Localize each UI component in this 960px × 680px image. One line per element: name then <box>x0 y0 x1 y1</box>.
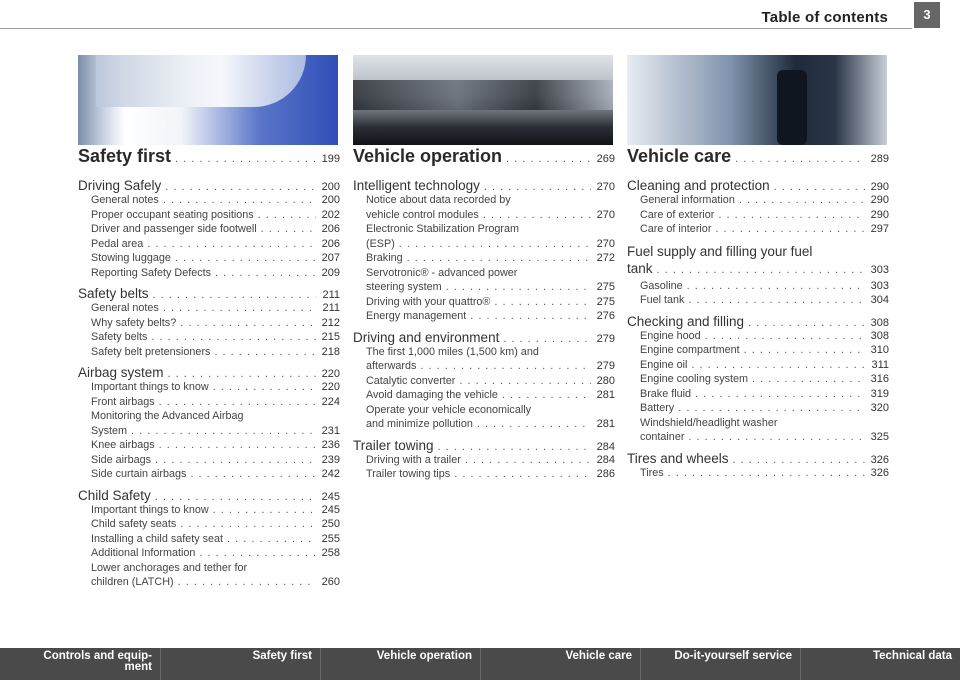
page-number: 255 <box>321 532 340 545</box>
entry-title-cont: container <box>640 431 685 443</box>
vehicle-care-photo <box>627 55 887 145</box>
dot-leader <box>214 345 316 360</box>
dot-leader <box>180 517 316 532</box>
tab-do-it-yourself-service[interactable] <box>641 648 801 680</box>
entry-title: Installing a child safety seat <box>91 532 224 545</box>
page-number: 326 <box>870 453 889 466</box>
toc-entry[interactable] <box>78 517 340 532</box>
toc-entry[interactable] <box>353 467 615 482</box>
page-number: 281 <box>596 389 615 401</box>
entry-title: Pedal area <box>91 237 144 250</box>
page-header <box>0 0 960 30</box>
entry-title-cont: children (LATCH) <box>91 576 174 588</box>
section-heading[interactable] <box>627 314 889 329</box>
entry-title: The first 1,000 miles (1,500 km) and <box>366 345 539 358</box>
page-number: 199 <box>321 153 340 165</box>
tab-label: Technical data <box>872 650 952 662</box>
dot-leader <box>503 333 591 345</box>
section-title: Airbag system <box>78 365 164 380</box>
chapter-title: Safety first <box>78 146 172 166</box>
entry-title-line2 <box>366 208 615 223</box>
section-title: Cleaning and protection <box>627 178 770 193</box>
entry-title: Battery <box>640 402 675 414</box>
entry-title: Lower anchorages and tether for <box>91 561 248 574</box>
tab-safety-first[interactable] <box>161 648 321 680</box>
tab-label: Safety first <box>252 650 312 662</box>
page-number: 319 <box>870 387 889 400</box>
page-number: 239 <box>321 453 340 466</box>
toc-entry[interactable] <box>353 453 615 468</box>
page-number: 272 <box>596 252 615 264</box>
dot-leader <box>459 374 591 389</box>
section-heading[interactable] <box>627 243 889 279</box>
toc-entry[interactable] <box>78 316 340 331</box>
section-title: Fuel supply and filling your fuel <box>627 243 813 259</box>
tab-label-line2: ment <box>124 661 152 673</box>
dot-leader <box>131 424 316 439</box>
dot-leader <box>165 181 316 193</box>
dot-leader <box>213 503 316 518</box>
page-number: 206 <box>321 223 340 235</box>
dot-leader <box>258 208 316 223</box>
section-heading[interactable] <box>78 286 340 301</box>
page-number: 275 <box>596 281 615 293</box>
entry-title-line2 <box>366 280 615 295</box>
toc-entry[interactable] <box>627 358 889 373</box>
entry-title: Fuel tank <box>640 294 685 306</box>
page-number: 207 <box>321 252 340 264</box>
airbag-shape <box>96 55 306 107</box>
toc-entry[interactable] <box>353 222 615 251</box>
page-number: 212 <box>321 316 340 329</box>
dot-leader <box>733 454 865 466</box>
entry-title: Care of exterior <box>640 208 715 221</box>
toc-entry[interactable] <box>353 309 615 324</box>
dot-leader <box>688 430 865 445</box>
page-number: 326 <box>870 466 889 479</box>
page-number: 304 <box>870 294 889 306</box>
toc-entry[interactable] <box>627 372 889 387</box>
toc-entry[interactable] <box>353 251 615 266</box>
entry-title: Windshield/headlight washer <box>640 416 778 429</box>
entry-title: Why safety belts? <box>91 316 177 329</box>
tab-technical-data[interactable] <box>801 648 960 680</box>
toc-entry[interactable] <box>627 401 889 416</box>
page-number: 303 <box>870 263 889 276</box>
entry-title: Electronic Stabilization Program <box>366 223 520 235</box>
entry-title-cont: System <box>91 424 127 437</box>
page-number: 200 <box>321 181 340 193</box>
dot-leader <box>774 181 865 193</box>
tab-label: Vehicle operation <box>376 650 472 662</box>
chapter-tab-bar <box>0 648 960 680</box>
section-heading[interactable] <box>627 178 889 193</box>
entry-title: Catalytic converter <box>366 374 456 387</box>
page-number: 220 <box>321 381 340 393</box>
toc-entry[interactable] <box>353 374 615 389</box>
toc-entry[interactable] <box>78 409 340 438</box>
entry-title: Tires <box>640 466 664 479</box>
toc-entry[interactable] <box>627 208 889 223</box>
page-number: 308 <box>870 329 889 342</box>
entry-title: Driver and passenger side footwell <box>91 223 257 235</box>
section-heading[interactable] <box>353 330 615 345</box>
toc-entry[interactable] <box>78 453 340 468</box>
dot-leader <box>163 193 316 208</box>
toc-entry[interactable] <box>627 329 889 344</box>
toc-entry[interactable] <box>353 295 615 310</box>
entry-title: Engine compartment <box>640 344 740 356</box>
dot-leader <box>199 546 316 561</box>
section-title: Safety belts <box>78 286 149 301</box>
toc-entry[interactable] <box>78 266 340 281</box>
dot-leader <box>483 208 591 223</box>
toc-entry[interactable] <box>78 532 340 547</box>
entry-title: Important things to know <box>91 381 209 393</box>
dot-leader <box>465 453 591 468</box>
section-heading[interactable] <box>353 178 615 193</box>
section-title: Intelligent technology <box>353 178 480 193</box>
dot-leader <box>735 153 865 165</box>
page-number: 250 <box>321 518 340 530</box>
section-title-cont: tank <box>627 260 653 276</box>
entry-title: Additional Information <box>91 547 196 559</box>
toc-entry[interactable] <box>78 438 340 453</box>
entry-title: Care of interior <box>640 223 712 235</box>
dot-leader <box>407 251 591 266</box>
toc-entry[interactable] <box>78 395 340 410</box>
section-heading[interactable] <box>78 488 340 503</box>
toc-entry[interactable] <box>78 330 340 345</box>
section-title: Child Safety <box>78 487 151 503</box>
page-number: 270 <box>596 208 615 221</box>
chapter-title: Vehicle care <box>627 146 732 166</box>
entry-title-cont: steering system <box>366 281 442 293</box>
dot-leader <box>688 293 865 308</box>
page-number: 258 <box>321 547 340 559</box>
dot-leader <box>227 532 316 547</box>
entry-title: Safety belt pretensioners <box>91 345 211 358</box>
dot-leader <box>175 153 316 165</box>
entry-title: General information <box>640 194 735 206</box>
entry-title-cont: and minimize pollution <box>366 418 473 430</box>
dot-leader <box>691 358 865 373</box>
tab-label: Vehicle care <box>565 650 632 662</box>
page-number: 286 <box>596 468 615 480</box>
page-number: 279 <box>596 360 615 372</box>
page-number: 231 <box>321 424 340 437</box>
dot-leader <box>420 359 591 374</box>
dot-leader <box>484 181 591 193</box>
entry-title: Energy management <box>366 310 467 322</box>
page-number: 281 <box>596 418 615 430</box>
page-number: 284 <box>596 440 615 453</box>
dot-leader <box>657 262 865 279</box>
dot-leader <box>159 395 316 410</box>
page-number: 260 <box>321 576 340 588</box>
section-heading[interactable] <box>627 451 889 466</box>
section-title: Driving Safely <box>78 178 162 193</box>
dot-leader <box>168 368 316 380</box>
page-number: 290 <box>870 181 889 193</box>
dot-leader <box>147 237 316 252</box>
dot-leader <box>151 330 316 345</box>
section-title: Checking and filling <box>627 313 745 329</box>
dot-leader <box>180 316 316 331</box>
entry-title: Important things to know <box>91 503 209 516</box>
page-number: 202 <box>321 208 340 221</box>
entry-title: General notes <box>91 194 159 206</box>
toc-entry[interactable] <box>627 343 889 358</box>
entry-title: Monitoring the Advanced Airbag <box>91 410 244 422</box>
entry-title: Side curtain airbags <box>91 468 187 480</box>
dot-leader <box>178 575 316 590</box>
page-number: 209 <box>321 266 340 279</box>
dot-leader <box>213 380 316 395</box>
dot-leader <box>470 309 591 324</box>
entry-title: Proper occupant seating positions <box>91 208 254 221</box>
page-number: 280 <box>596 374 615 387</box>
page-number: 218 <box>321 345 340 358</box>
fuel-nozzle-shape <box>777 70 807 145</box>
entry-title: Engine oil <box>640 358 688 371</box>
dot-leader <box>506 153 591 165</box>
entry-title: Trailer towing tips <box>366 468 451 480</box>
entry-title: Engine cooling system <box>640 373 749 385</box>
toc-entry[interactable] <box>78 345 340 360</box>
dot-leader <box>695 387 865 402</box>
entry-title: Stowing luggage <box>91 252 171 264</box>
dot-leader <box>678 401 865 416</box>
toc-entry[interactable] <box>627 416 889 445</box>
toc-entry[interactable] <box>353 403 615 432</box>
dot-leader <box>261 222 316 237</box>
page-number: 289 <box>870 153 889 165</box>
toc-entry[interactable] <box>627 293 889 308</box>
entry-title-line2 <box>91 575 340 590</box>
header-rule <box>0 28 912 29</box>
page-number: 275 <box>596 295 615 308</box>
dot-leader <box>155 453 316 468</box>
page-number: 224 <box>321 395 340 408</box>
tab-controls-and-equipment[interactable] <box>0 648 161 680</box>
dot-leader <box>190 467 316 482</box>
entry-title: Safety belts <box>91 331 148 343</box>
toc-entry[interactable] <box>353 388 615 403</box>
entry-title: Gasoline <box>640 279 683 292</box>
toc-entry[interactable] <box>78 380 340 395</box>
page-number: 245 <box>321 503 340 516</box>
page-number: 284 <box>596 453 615 466</box>
page-number-badge: 3 <box>914 2 940 28</box>
page-number: 211 <box>322 302 340 314</box>
page-number: 290 <box>870 194 889 206</box>
entry-title: Driving with your quattro® <box>366 295 491 308</box>
dot-leader <box>438 441 591 453</box>
page-number: 200 <box>321 194 340 206</box>
entry-title-cont: afterwards <box>366 360 417 372</box>
entry-title: General notes <box>91 302 159 314</box>
page-title: Table of contents <box>761 9 888 26</box>
page-number: 290 <box>870 208 889 221</box>
toc-entry[interactable] <box>78 193 340 208</box>
toc-entry[interactable] <box>78 546 340 561</box>
entry-title-line2 <box>366 359 615 374</box>
entry-title: Operate your vehicle economically <box>366 403 532 416</box>
dot-leader <box>477 417 591 432</box>
toc-column-safety-first <box>78 146 340 590</box>
entry-title: Knee airbags <box>91 439 155 451</box>
entry-title-cont: vehicle control modules <box>366 208 479 221</box>
dot-leader <box>668 466 865 481</box>
page-number: 220 <box>321 368 340 380</box>
entry-title: Servotronic® - advanced power <box>366 266 518 279</box>
entry-title: Front airbags <box>91 395 155 408</box>
toc-entry[interactable] <box>78 251 340 266</box>
toc-entry[interactable] <box>627 222 889 237</box>
toc-entry[interactable] <box>627 387 889 402</box>
page-number: 245 <box>321 490 340 503</box>
chapter-heading[interactable] <box>353 146 615 172</box>
entry-title: Notice about data recorded by <box>366 194 511 206</box>
vehicle-operation-photo <box>353 55 613 145</box>
toc-entry[interactable] <box>78 222 340 237</box>
chapter-heading[interactable] <box>627 146 889 172</box>
page-number: 270 <box>596 181 615 193</box>
tab-vehicle-operation[interactable] <box>321 648 481 680</box>
page-number: 242 <box>321 468 340 480</box>
dot-leader <box>454 467 591 482</box>
section-title: Driving and environment <box>353 329 500 345</box>
page-number: 325 <box>870 431 889 443</box>
car-shape <box>353 80 613 110</box>
dot-leader <box>153 289 316 301</box>
entry-title: Engine hood <box>640 329 701 342</box>
dot-leader <box>155 491 316 503</box>
section-heading[interactable] <box>353 438 615 453</box>
dot-leader <box>739 193 865 208</box>
entry-title-line2 <box>640 430 889 445</box>
toc-entry[interactable] <box>353 193 615 222</box>
entry-title-line2 <box>91 424 340 439</box>
dot-leader <box>744 343 865 358</box>
tab-label: Controls and equip- <box>43 650 152 662</box>
section-heading[interactable] <box>78 365 340 380</box>
toc-entry[interactable] <box>78 208 340 223</box>
chapter-title: Vehicle operation <box>353 146 503 166</box>
toc-column-vehicle-care <box>627 146 889 480</box>
toc-entry[interactable] <box>353 345 615 374</box>
section-title-line2 <box>627 260 889 279</box>
toc-entry[interactable] <box>78 467 340 482</box>
toc-entry[interactable] <box>78 503 340 518</box>
dot-leader <box>705 329 865 344</box>
page-number: 303 <box>870 279 889 292</box>
dot-leader <box>748 317 865 329</box>
entry-title: Braking <box>366 252 403 264</box>
section-title: Tires and wheels <box>627 450 729 466</box>
toc-column-vehicle-operation <box>353 146 615 482</box>
dot-leader <box>752 372 865 387</box>
dot-leader <box>399 237 591 252</box>
page-number: 311 <box>871 358 889 371</box>
entry-title: Driving with a trailer <box>366 453 461 466</box>
dot-leader <box>163 301 316 316</box>
page-number: 211 <box>322 289 340 301</box>
dot-leader <box>502 388 591 403</box>
toc-entry[interactable] <box>78 301 340 316</box>
dot-leader <box>715 222 865 237</box>
page-number: 320 <box>870 402 889 414</box>
toc-entry[interactable] <box>627 466 889 481</box>
toc-entry[interactable] <box>78 561 340 590</box>
entry-title-line2 <box>366 417 615 432</box>
page-number: 276 <box>596 310 615 322</box>
entry-title-line2 <box>366 237 615 252</box>
safety-first-photo <box>78 55 338 145</box>
toc-entry[interactable] <box>627 279 889 294</box>
dot-leader <box>215 266 316 281</box>
page-number: 297 <box>870 223 889 235</box>
page-number: 310 <box>870 344 889 356</box>
toc-entry[interactable] <box>353 266 615 295</box>
page-number: 316 <box>870 373 889 385</box>
entry-title: Brake fluid <box>640 387 692 400</box>
tab-vehicle-care[interactable] <box>481 648 641 680</box>
page-number: 206 <box>321 237 340 250</box>
entry-title: Side airbags <box>91 453 152 466</box>
entry-title: Avoid damaging the vehicle <box>366 389 498 401</box>
page-number: 269 <box>596 153 615 165</box>
entry-title: Reporting Safety Defects <box>91 266 212 279</box>
dot-leader <box>718 208 865 223</box>
entry-title-cont: (ESP) <box>366 237 395 250</box>
dot-leader <box>494 295 591 310</box>
page-number: 236 <box>321 439 340 451</box>
toc-entry[interactable] <box>627 193 889 208</box>
dot-leader <box>446 280 591 295</box>
page-number: 215 <box>321 331 340 343</box>
section-title: Trailer towing <box>353 437 434 453</box>
page-number: 308 <box>870 316 889 329</box>
page-number: 279 <box>596 332 615 345</box>
dot-leader <box>175 251 316 266</box>
entry-title: Child safety seats <box>91 518 177 530</box>
section-heading[interactable] <box>78 178 340 193</box>
dot-leader <box>159 438 316 453</box>
dot-leader <box>687 279 865 294</box>
tab-label: Do-it-yourself service <box>674 650 792 662</box>
toc-entry[interactable] <box>78 237 340 252</box>
page-number: 270 <box>596 237 615 250</box>
chapter-heading[interactable] <box>78 146 340 172</box>
